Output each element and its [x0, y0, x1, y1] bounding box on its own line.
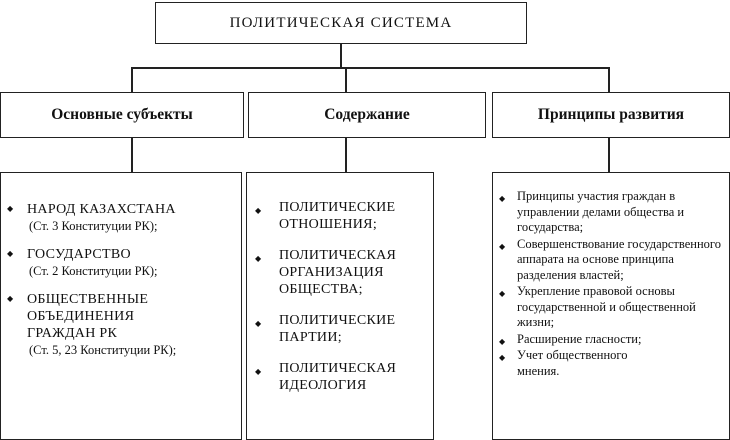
list-item: ◆ Укрепление правовой основы государственной и общественной жизни; — [493, 284, 723, 331]
content-list — [247, 199, 427, 394]
subjects-list — [1, 201, 235, 358]
list-item: ◆ ПОЛИТИЧЕСКИЕ ПАРТИИ; — [247, 312, 427, 346]
connector-col2-content — [345, 138, 347, 172]
column-header-principles-label: Принципы развития — [537, 106, 685, 123]
column-header-content — [248, 92, 486, 138]
content-box — [246, 172, 434, 440]
subject-name: ◆ ОБЩЕСТВЕННЫЕ ОБЪЕДИНЕНИЯ ГРАЖДАН РК — [27, 292, 149, 341]
list-item: ◆ ПОЛИТИЧЕСКИЕ ОТНОШЕНИЯ; — [247, 199, 427, 233]
principles-list — [493, 189, 723, 379]
connector-horizontal-bar — [131, 67, 609, 69]
list-item — [1, 291, 235, 358]
column-header-subjects-label: Основные субъекты — [51, 106, 193, 123]
subject-reference: (Ст. 5, 23 Конституции РК); — [29, 343, 177, 357]
connector-title-down — [340, 44, 342, 68]
list-item: ◆ Расширение гласности; — [493, 332, 723, 348]
subject-name: ◆ ГОСУДАРСТВО — [27, 247, 131, 262]
list-item — [1, 246, 235, 279]
subject-reference: (Ст. 3 Конституции РК); — [29, 219, 158, 233]
list-item — [1, 201, 235, 234]
connector-col2-head — [345, 67, 347, 92]
connector-col3-content — [608, 138, 610, 172]
subjects-box — [0, 172, 242, 440]
connector-col3-head — [608, 67, 610, 92]
list-item: ◆ Принципы участия граждан в управлении делами общества и государства; — [493, 189, 723, 236]
principles-box — [492, 172, 730, 440]
column-header-content-label: Содержание — [324, 106, 410, 123]
column-header-subjects — [0, 92, 244, 138]
connector-col1-head — [131, 67, 133, 92]
connector-col1-content — [131, 138, 133, 172]
subject-name: ◆ НАРОД КАЗАХСТАНА — [27, 202, 176, 217]
list-item: ◆ Учет общественного мнения. — [493, 348, 657, 379]
column-header-principles — [492, 92, 730, 138]
list-item: ◆ ПОЛИТИЧЕСКАЯ ИДЕОЛОГИЯ — [247, 360, 427, 394]
list-item: ◆ Совершенствование государственного аппарата на основе принципа разделения властей; — [493, 237, 723, 284]
diagram-title: ПОЛИТИЧЕСКАЯ СИСТЕМА — [229, 14, 453, 31]
subject-reference: (Ст. 2 Конституции РК); — [29, 264, 158, 278]
diagram-title-box — [155, 2, 527, 44]
list-item: ◆ ПОЛИТИЧЕСКАЯ ОРГАНИЗАЦИЯ ОБЩЕСТВА; — [247, 247, 427, 298]
